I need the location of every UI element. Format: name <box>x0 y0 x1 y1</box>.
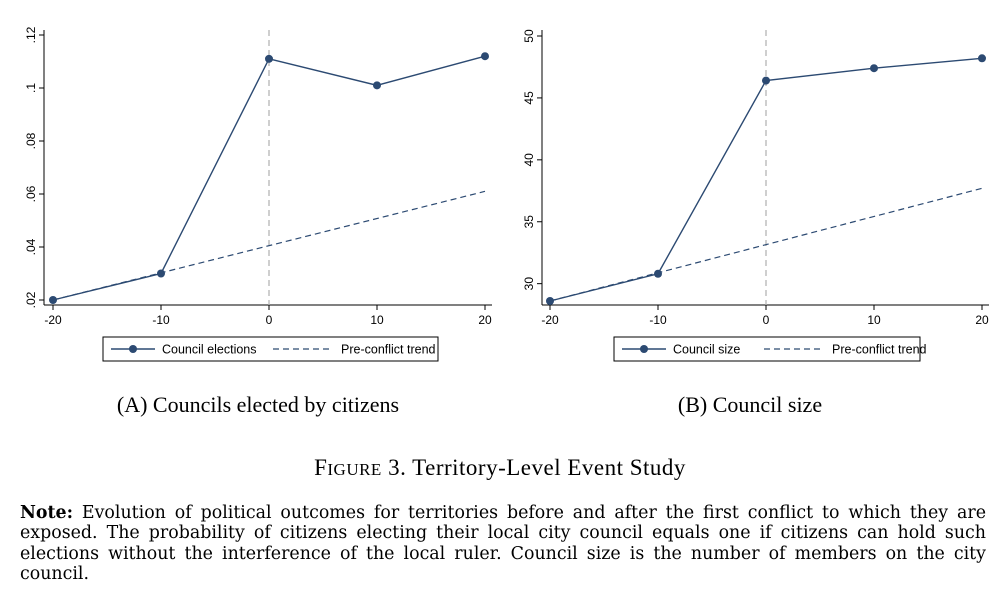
data-point-b <box>870 64 878 72</box>
note-label: Note: <box>20 503 74 523</box>
x-tick-label-b: -10 <box>649 313 667 327</box>
data-point-a <box>157 270 165 278</box>
x-tick-label-a: 10 <box>370 313 384 327</box>
y-tick-label-b: 30 <box>522 276 536 291</box>
subcaption-a <box>78 392 438 418</box>
subcaption-b-label: (B) <box>677 392 708 417</box>
x-tick-label-b: 10 <box>867 313 881 327</box>
y-tick-label-a: .02 <box>24 291 38 309</box>
data-point-b <box>654 270 662 278</box>
y-tick-label-a: .08 <box>24 132 38 150</box>
data-point-a <box>265 55 273 63</box>
y-tick-label-b: 45 <box>522 91 536 105</box>
y-tick-label-a: .12 <box>24 26 38 44</box>
data-point-b <box>762 77 770 85</box>
figure-note <box>20 503 986 584</box>
x-tick-label-a: 0 <box>265 313 273 327</box>
note-text: Evolution of political outcomes for territories before and after the first conflict to which they are exposed. The probability of citizens electing their local city council equals one if citizens can hold such elections without the interference of the local ruler. Council size is the number of members on the city council. <box>20 503 986 584</box>
x-tick-label-a: 20 <box>478 313 492 327</box>
x-tick-label-b: 0 <box>762 313 770 327</box>
x-tick-label-a: -20 <box>44 313 62 327</box>
data-point-b <box>546 297 554 305</box>
legend-label-series-a: Council elections <box>162 342 257 357</box>
subcaption-b-title: Council size <box>712 392 823 417</box>
figure-title-caps: IGURE <box>327 460 382 479</box>
y-tick-label-b: 40 <box>522 153 536 167</box>
y-tick-label-b: 50 <box>522 29 536 43</box>
legend-label-trend-b: Pre-conflict trend <box>832 342 927 357</box>
y-tick-label-a: .04 <box>24 238 38 256</box>
legend-label-series-b: Council size <box>673 342 741 357</box>
data-point-b <box>978 54 986 62</box>
subcaption-a-label: (A) <box>116 392 148 417</box>
legend-marker-a <box>129 345 137 353</box>
x-tick-label-a: -10 <box>152 313 170 327</box>
figure-title-lead: F <box>314 455 328 480</box>
y-tick-label-b: 35 <box>522 215 536 229</box>
data-point-a <box>49 296 57 304</box>
y-tick-label-a: .06 <box>24 185 38 203</box>
plot-area-b <box>522 29 989 361</box>
figure-title-rest: 3. Territory-Level Event Study <box>381 455 686 480</box>
chart-panel-a <box>0 0 500 370</box>
plot-area-a <box>24 26 492 361</box>
x-tick-label-b: 20 <box>975 313 989 327</box>
x-tick-label-b: -20 <box>541 313 559 327</box>
subcaption-a-title: Councils elected by citizens <box>152 392 400 417</box>
legend-label-trend-a: Pre-conflict trend <box>341 342 436 357</box>
data-point-a <box>373 81 381 89</box>
subcaption-b <box>620 392 880 418</box>
figure-title <box>0 455 1000 481</box>
chart-panel-b <box>500 0 1000 370</box>
data-point-a <box>481 52 489 60</box>
y-tick-label-a: .1 <box>24 82 38 94</box>
legend-marker-b <box>640 345 648 353</box>
